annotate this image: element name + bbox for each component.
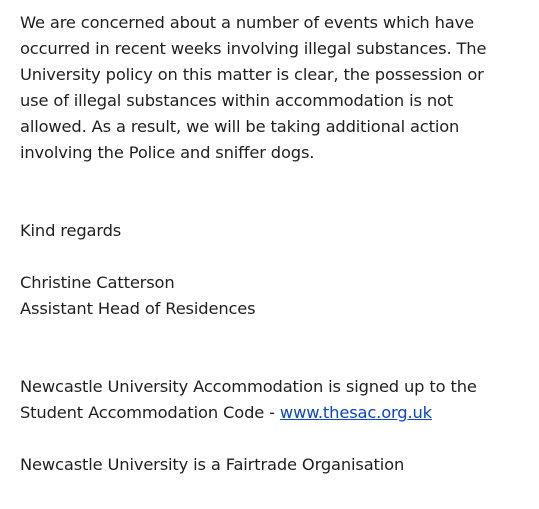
paragraph-line: occurred in recent weeks involving illegal substances. The bbox=[20, 39, 487, 58]
paragraph-line: involving the Police and sniffer dogs. bbox=[20, 143, 315, 162]
signature-title: Assistant Head of Residences bbox=[20, 299, 256, 318]
footer-accommodation-line: Newcastle University Accommodation is signed up to the bbox=[20, 377, 477, 396]
closing-text: Kind regards bbox=[20, 221, 122, 240]
fairtrade-line: Newcastle University is a Fairtrade Organisation bbox=[20, 455, 405, 474]
thesac-link[interactable]: www.thesac.org.uk bbox=[279, 403, 432, 422]
paragraph-line: University policy on this matter is clear, the possession or bbox=[20, 65, 484, 84]
message-paragraph bbox=[20, 10, 532, 166]
paragraph-line: allowed. As a result, we will be taking additional action bbox=[20, 117, 460, 136]
footer-code-prefix: Student Accommodation Code - bbox=[20, 403, 280, 422]
paragraph-line: We are concerned about a number of events which have bbox=[20, 13, 474, 32]
paragraph-line: use of illegal substances within accommodation is not bbox=[20, 91, 454, 110]
signature-name: Christine Catterson bbox=[20, 273, 175, 292]
footer-code-line bbox=[20, 400, 532, 426]
email-body bbox=[20, 10, 532, 478]
